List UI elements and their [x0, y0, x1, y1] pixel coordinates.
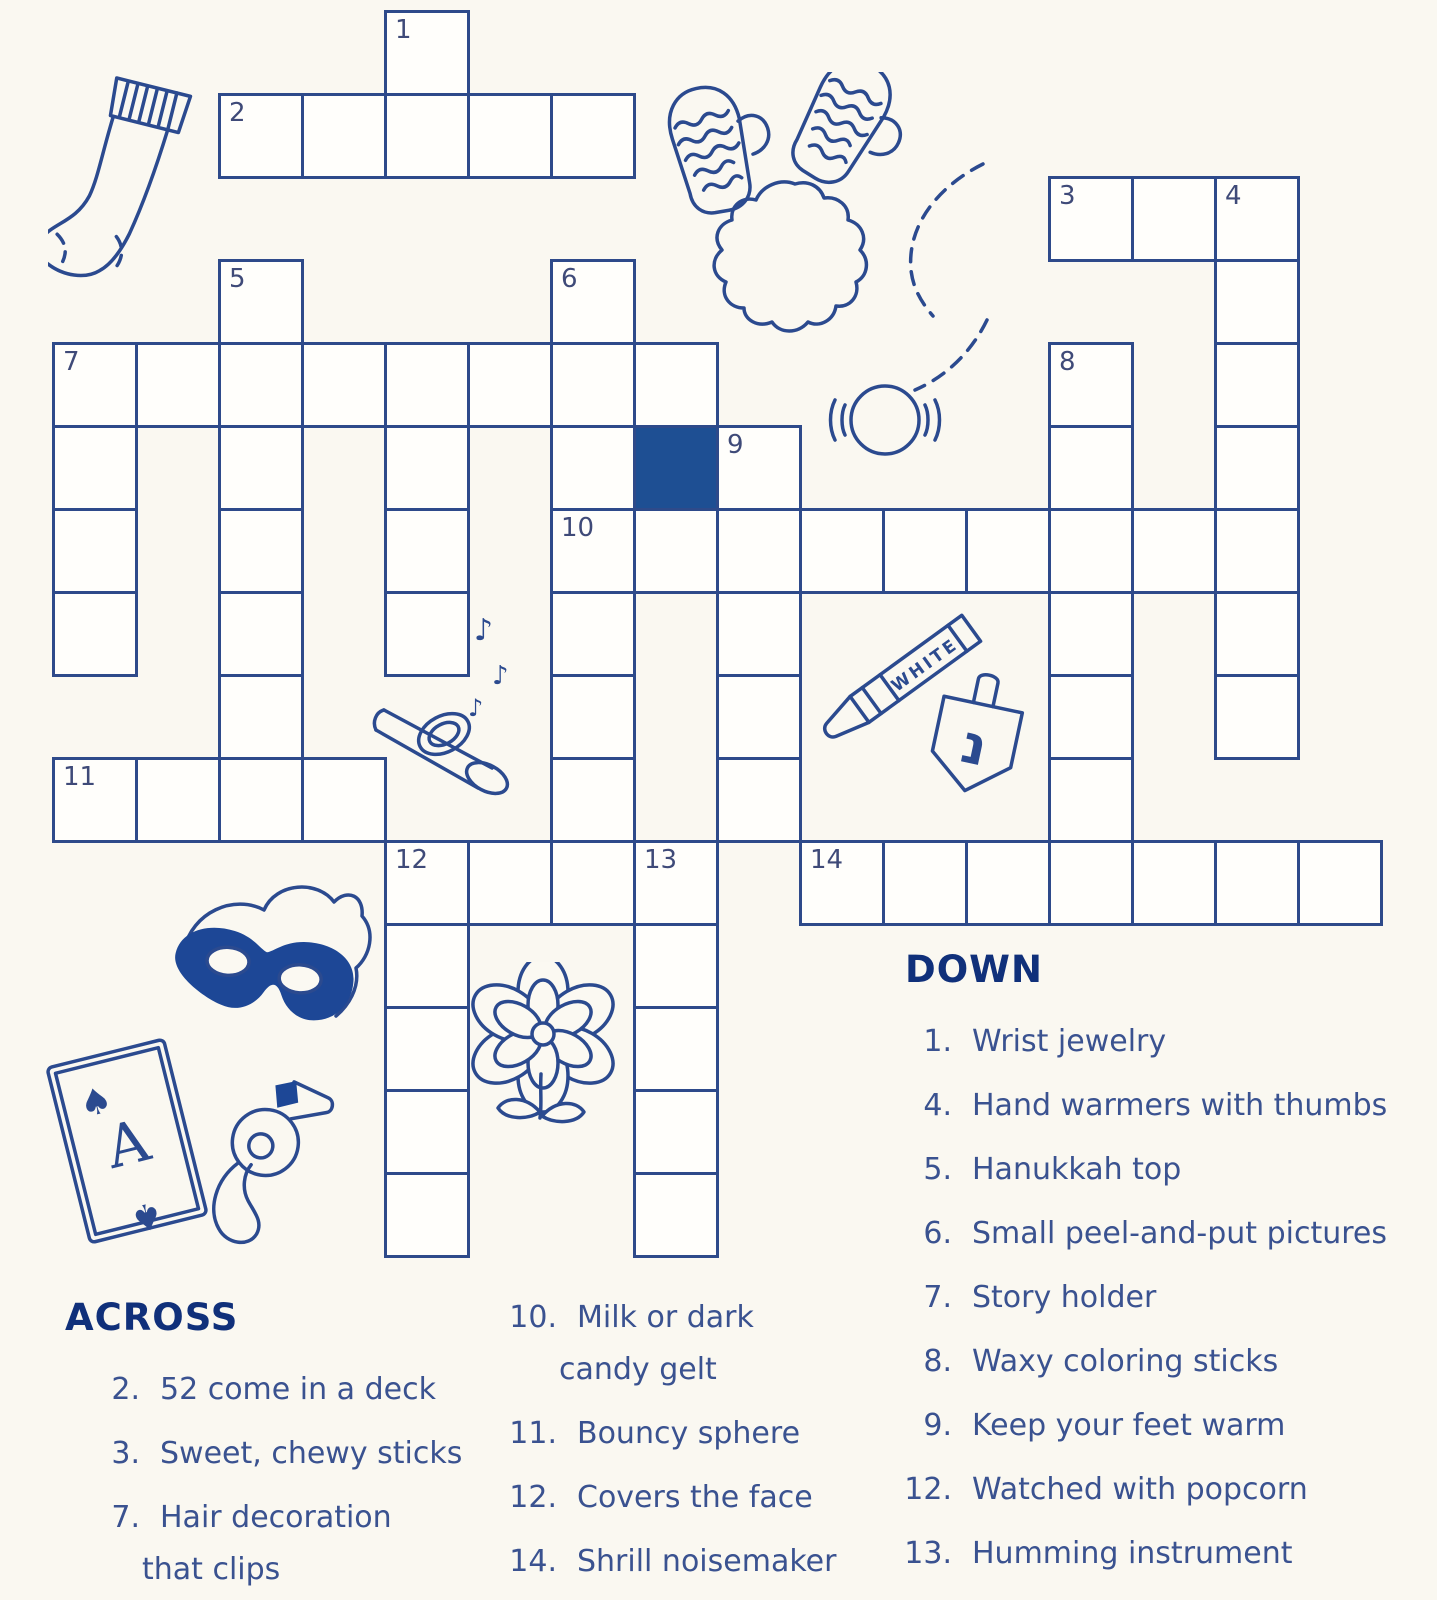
answer-cell[interactable] [965, 840, 1051, 926]
clue-text [972, 1464, 1308, 1516]
down-clues [895, 948, 1437, 1592]
clue-number: 6. [923, 1216, 952, 1251]
answer-cell[interactable] [1214, 591, 1300, 677]
clue-number: 12. [904, 1472, 952, 1507]
answer-cell[interactable] [1048, 508, 1134, 594]
clue-text [972, 1272, 1156, 1324]
answer-cell[interactable] [799, 508, 885, 594]
clue-text [972, 1528, 1293, 1580]
answer-cell[interactable] [633, 342, 719, 428]
answer-cell[interactable] [384, 93, 470, 179]
answer-cell[interactable] [1048, 591, 1134, 677]
answer-cell[interactable] [550, 425, 636, 511]
answer-cell[interactable] [301, 93, 387, 179]
cell-number: 7 [63, 347, 80, 377]
answer-cell[interactable] [1214, 342, 1300, 428]
answer-cell[interactable] [1048, 840, 1134, 926]
clue-text [972, 1400, 1285, 1452]
answer-cell[interactable] [52, 508, 138, 594]
answer-cell[interactable] [550, 508, 636, 594]
cell-number: 10 [561, 513, 595, 543]
answer-cell[interactable] [550, 674, 636, 760]
answer-cell[interactable] [52, 757, 138, 843]
cell-number: 9 [727, 430, 744, 460]
answer-cell[interactable] [633, 1089, 719, 1175]
clue-number: 13. [904, 1536, 952, 1571]
clue-text-line: Hair decoration [160, 1500, 392, 1535]
answer-cell[interactable] [1048, 425, 1134, 511]
clue-number: 8. [923, 1344, 952, 1379]
clue-text [160, 1428, 462, 1480]
clue-text [577, 1536, 836, 1588]
answer-cell[interactable] [384, 923, 470, 1009]
cell-number: 6 [561, 264, 578, 294]
answer-cell[interactable] [716, 425, 802, 511]
spade-icon: ♠ [75, 1079, 117, 1127]
answer-cell[interactable] [218, 591, 304, 677]
clue-text-line: Wrist jewelry [972, 1024, 1167, 1059]
answer-cell[interactable] [716, 757, 802, 843]
answer-cell[interactable] [218, 93, 304, 179]
answer-cell[interactable] [135, 342, 221, 428]
clue-text-line: Sweet, chewy sticks [160, 1436, 463, 1471]
answer-cell[interactable] [799, 840, 885, 926]
answer-cell[interactable] [467, 93, 553, 179]
answer-cell[interactable] [1048, 757, 1134, 843]
across-clues-continued [492, 1292, 892, 1600]
dreidel-letter: נ [956, 711, 994, 779]
answer-cell[interactable] [301, 757, 387, 843]
clue-text [972, 1016, 1166, 1068]
clue-text-line: 52 come in a deck [160, 1372, 436, 1407]
across-heading: ACROSS [65, 1296, 239, 1339]
answer-cell[interactable] [135, 757, 221, 843]
answer-cell[interactable] [218, 674, 304, 760]
answer-cell[interactable] [633, 508, 719, 594]
answer-cell[interactable] [550, 93, 636, 179]
answer-cell[interactable] [882, 508, 968, 594]
answer-cell[interactable] [1214, 674, 1300, 760]
clue-number: 12. [509, 1480, 557, 1515]
cell-number: 3 [1059, 181, 1076, 211]
down-heading: DOWN [905, 948, 1043, 991]
clue-text [972, 1208, 1387, 1260]
clue-text-line: Humming instrument [972, 1536, 1293, 1571]
clue-number: 10. [509, 1300, 557, 1335]
answer-cell[interactable] [1297, 840, 1383, 926]
answer-cell[interactable] [550, 591, 636, 677]
clue-text [160, 1364, 436, 1416]
answer-cell[interactable] [384, 1089, 470, 1175]
clue-text-line: Story holder [972, 1280, 1157, 1315]
clue-number: 4. [923, 1088, 952, 1123]
answer-cell[interactable] [1048, 342, 1134, 428]
clue-text [972, 1336, 1278, 1388]
cell-number: 1 [395, 15, 412, 45]
answer-cell[interactable] [1214, 425, 1300, 511]
across-clues [65, 1296, 505, 1600]
clue-text-line: Bouncy sphere [577, 1416, 801, 1451]
clue-number: 14. [509, 1544, 557, 1579]
clue-item [895, 1336, 1437, 1388]
answer-cell[interactable] [633, 923, 719, 1009]
answer-cell[interactable] [716, 674, 802, 760]
answer-cell[interactable] [716, 591, 802, 677]
cell-number: 14 [810, 845, 844, 875]
clue-item [895, 1528, 1437, 1580]
answer-cell[interactable] [52, 591, 138, 677]
clue-item [895, 1272, 1437, 1324]
clue-text-line: Shrill noisemaker [577, 1544, 837, 1579]
answer-cell[interactable] [52, 425, 138, 511]
blocked-cell [633, 425, 719, 511]
clue-number: 3. [111, 1436, 140, 1471]
cell-number: 13 [644, 845, 678, 875]
clue-number: 11. [509, 1416, 557, 1451]
clue-text-line: Covers the face [577, 1480, 813, 1515]
clue-text [559, 1292, 754, 1396]
clue-item [75, 1428, 505, 1480]
answer-cell[interactable] [301, 342, 387, 428]
music-note-icon: ♪ [492, 661, 509, 691]
clue-item [895, 1016, 1437, 1068]
answer-cell[interactable] [384, 591, 470, 677]
cell-number: 5 [229, 264, 246, 294]
answer-cell[interactable] [384, 508, 470, 594]
clue-text-line: Hanukkah top [972, 1152, 1182, 1187]
answer-cell[interactable] [384, 1172, 470, 1258]
clue-item [492, 1472, 892, 1524]
answer-cell[interactable] [218, 757, 304, 843]
clue-text-line: candy gelt [559, 1352, 717, 1387]
answer-cell[interactable] [550, 342, 636, 428]
answer-cell[interactable] [1214, 508, 1300, 594]
cell-number: 11 [63, 762, 97, 792]
answer-cell[interactable] [1048, 176, 1134, 262]
answer-cell[interactable] [218, 259, 304, 345]
clue-text-line: Hand warmers with thumbs [972, 1088, 1388, 1123]
clue-text-line: Milk or dark [577, 1300, 754, 1335]
clue-item [75, 1364, 505, 1416]
cell-number: 4 [1225, 181, 1242, 211]
clue-text-line: Small peel-and-put pictures [972, 1216, 1388, 1251]
answer-cell[interactable] [1214, 840, 1300, 926]
across-clue-list-continued [492, 1292, 892, 1588]
answer-cell[interactable] [1131, 840, 1217, 926]
clue-text [972, 1080, 1387, 1132]
clue-text [142, 1492, 392, 1596]
answer-cell[interactable] [550, 840, 636, 926]
answer-cell[interactable] [1048, 674, 1134, 760]
across-clue-list [75, 1364, 505, 1596]
clue-text [577, 1408, 800, 1460]
clue-item [895, 1400, 1437, 1452]
answer-cell[interactable] [384, 342, 470, 428]
answer-cell[interactable] [218, 342, 304, 428]
answer-cell[interactable] [52, 342, 138, 428]
answer-cell[interactable] [467, 840, 553, 926]
answer-cell[interactable] [1214, 259, 1300, 345]
answer-cell[interactable] [882, 840, 968, 926]
clue-item [895, 1208, 1437, 1260]
answer-cell[interactable] [384, 10, 470, 96]
clue-number: 9. [923, 1408, 952, 1443]
clue-item [492, 1292, 892, 1396]
clue-item [895, 1464, 1437, 1516]
clue-text-line: that clips [142, 1552, 281, 1587]
clue-item [895, 1080, 1437, 1132]
music-note-icon: ♪ [474, 613, 494, 648]
clue-number: 5. [923, 1152, 952, 1187]
answer-cell[interactable] [550, 757, 636, 843]
spade-icon: ♠ [125, 1192, 168, 1240]
answer-cell[interactable] [467, 342, 553, 428]
answer-cell[interactable] [550, 259, 636, 345]
answer-cell[interactable] [384, 840, 470, 926]
clue-text [972, 1144, 1181, 1196]
cell-number: 8 [1059, 347, 1076, 377]
answer-cell[interactable] [1214, 176, 1300, 262]
answer-cell[interactable] [384, 425, 470, 511]
clue-item [492, 1536, 892, 1588]
clue-number: 1. [923, 1024, 952, 1059]
cell-number: 12 [395, 845, 429, 875]
answer-cell[interactable] [384, 1006, 470, 1092]
answer-cell[interactable] [218, 508, 304, 594]
clue-item [895, 1144, 1437, 1196]
clue-text-line: Watched with popcorn [972, 1472, 1308, 1507]
answer-cell[interactable] [633, 1006, 719, 1092]
answer-cell[interactable] [1131, 508, 1217, 594]
clue-number: 2. [111, 1372, 140, 1407]
clue-text [577, 1472, 813, 1524]
answer-cell[interactable] [1131, 176, 1217, 262]
clue-item [75, 1492, 505, 1596]
answer-cell[interactable] [633, 1172, 719, 1258]
answer-cell[interactable] [716, 508, 802, 594]
clue-text-line: Waxy coloring sticks [972, 1344, 1279, 1379]
clue-number: 7. [111, 1500, 140, 1535]
clue-item [492, 1408, 892, 1460]
answer-cell[interactable] [218, 425, 304, 511]
music-note-icon: ♪ [468, 694, 484, 722]
cell-number: 2 [229, 98, 246, 128]
crayon-label: WHITE [887, 634, 963, 697]
down-clue-list [895, 1016, 1437, 1580]
answer-cell[interactable] [633, 840, 719, 926]
clue-number: 7. [923, 1280, 952, 1315]
clue-text-line: Keep your feet warm [972, 1408, 1286, 1443]
answer-cell[interactable] [965, 508, 1051, 594]
card-letter: A [99, 1105, 157, 1182]
